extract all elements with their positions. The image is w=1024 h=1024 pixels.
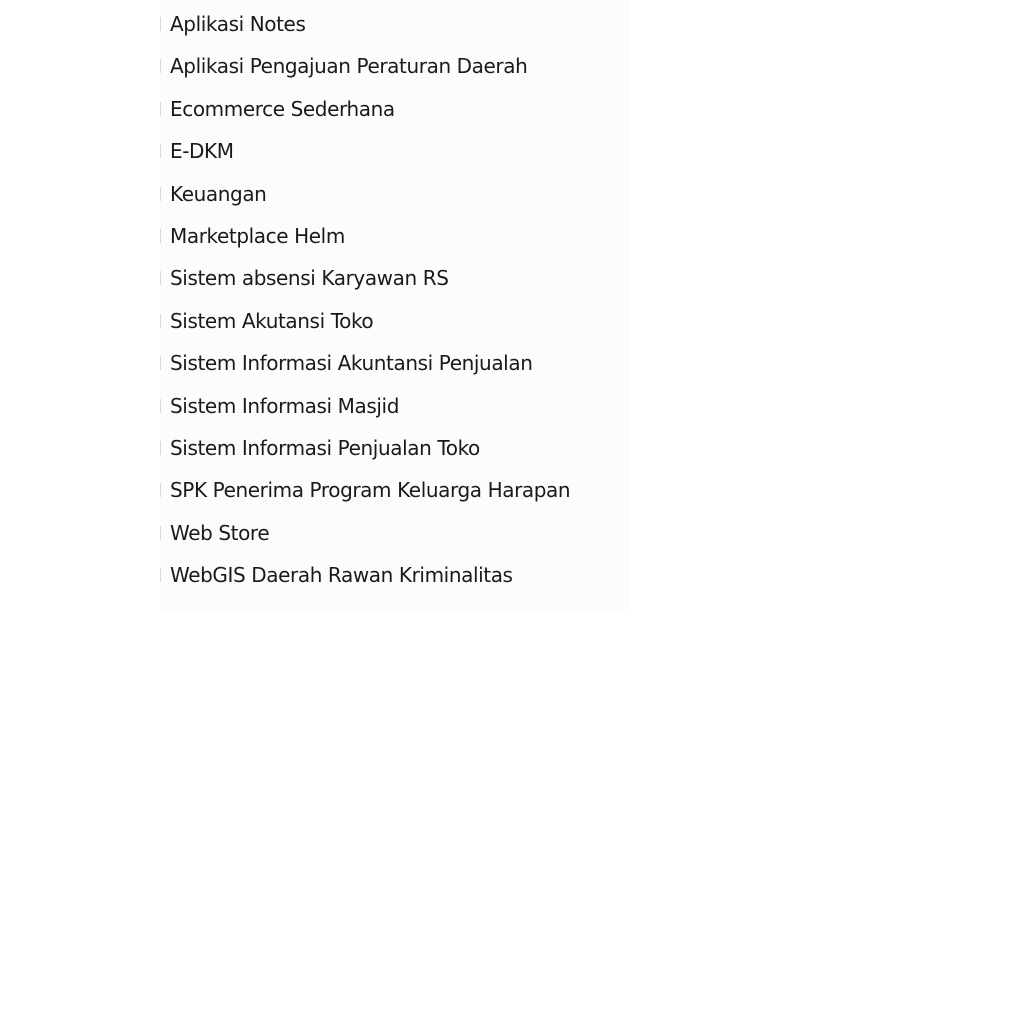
list-item[interactable]: Keuangan <box>160 173 630 215</box>
list-item[interactable]: Sistem absensi Karyawan RS <box>160 257 630 299</box>
list-item[interactable]: E-DKM <box>160 130 630 172</box>
list-item[interactable]: Web Store <box>160 512 630 554</box>
list-item[interactable]: Sistem Informasi Masjid <box>160 385 630 427</box>
list-item[interactable]: Sistem Informasi Akuntansi Penjualan <box>160 342 630 384</box>
list-item[interactable]: Aplikasi Notes <box>160 3 630 45</box>
list-item[interactable]: Marketplace Helm <box>160 215 630 257</box>
project-list <box>160 3 630 596</box>
list-item[interactable]: Ecommerce Sederhana <box>160 88 630 130</box>
list-item[interactable]: Sistem Akutansi Toko <box>160 300 630 342</box>
list-item[interactable]: SPK Penerima Program Keluarga Harapan <box>160 469 630 511</box>
project-list-panel <box>160 0 630 610</box>
list-item[interactable]: Aplikasi Pengajuan Peraturan Daerah <box>160 45 630 87</box>
list-item[interactable]: WebGIS Daerah Rawan Kriminalitas <box>160 554 630 596</box>
list-item[interactable]: Sistem Informasi Penjualan Toko <box>160 427 630 469</box>
